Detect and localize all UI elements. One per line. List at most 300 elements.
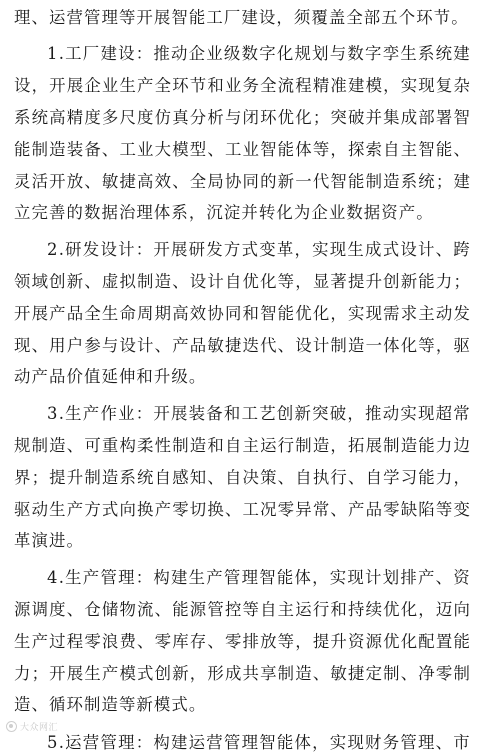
line-glyph: 费: [119, 632, 136, 651]
line-glyph: 、: [154, 336, 172, 355]
line-glyph: 大: [154, 140, 172, 159]
line-glyph: 产: [31, 632, 48, 651]
line-glyph: 理: [118, 733, 135, 752]
line-glyph: 计: [207, 272, 224, 291]
line-glyph: 新: [66, 272, 84, 291]
line-glyph: ；: [453, 272, 470, 291]
text-line: [14, 334, 470, 358]
line-glyph: .: [58, 568, 64, 587]
line-glyph: 优: [383, 632, 400, 651]
line-glyph: 行: [312, 600, 330, 619]
line-glyph: 制: [330, 336, 347, 355]
line-glyph: 和: [242, 304, 259, 323]
line-glyph: 创: [154, 664, 172, 683]
line-glyph: 提: [312, 632, 330, 651]
line-glyph: 创: [276, 404, 294, 423]
line-glyph: 生: [84, 664, 101, 683]
line-glyph: 学: [383, 468, 400, 487]
line-glyph: 等: [277, 272, 295, 291]
line-glyph: 自: [365, 468, 382, 487]
line-glyph: 变: [453, 500, 470, 519]
line-glyph: 行: [277, 436, 295, 455]
line-glyph: 零: [224, 632, 242, 651]
line-glyph: 计: [365, 568, 382, 587]
line-glyph: 建: [171, 733, 188, 752]
line-glyph: 计: [118, 240, 135, 259]
line-glyph: 理: [417, 733, 435, 752]
line-glyph: ，: [435, 336, 453, 355]
line-glyph: 、: [172, 272, 189, 291]
line-glyph: 产: [154, 500, 172, 519]
line-glyph: 字: [365, 44, 382, 63]
line-glyph: 装: [66, 140, 84, 159]
line-glyph: 造: [154, 272, 172, 291]
text-line: [14, 6, 470, 30]
line-glyph: 规: [14, 436, 31, 455]
line-glyph: 产: [49, 304, 66, 323]
line-glyph: 成: [400, 108, 418, 127]
line-glyph: 协: [224, 172, 242, 191]
line-glyph: ：: [135, 240, 153, 259]
line-glyph: ，: [312, 733, 329, 752]
line-glyph: 理: [241, 568, 258, 587]
line-glyph: 度: [137, 108, 154, 127]
text-line: [14, 693, 470, 717]
line-glyph: 模: [119, 664, 136, 683]
line-glyph: 化: [400, 336, 418, 355]
line-glyph: 研: [188, 240, 206, 259]
line-glyph: 程: [66, 632, 84, 651]
line-glyph: 营: [206, 733, 223, 752]
line-glyph: 自: [260, 600, 277, 619]
line-glyph: 、: [277, 468, 295, 487]
line-glyph: 分: [189, 108, 207, 127]
line-glyph: 构: [119, 436, 136, 455]
line-glyph: 提: [347, 272, 365, 291]
line-glyph: 仓: [84, 600, 101, 619]
line-glyph: 产: [347, 500, 365, 519]
line-glyph: 一: [365, 336, 382, 355]
line-glyph: 生: [65, 568, 82, 587]
line-glyph: 净: [418, 664, 435, 683]
line-glyph: 字: [259, 44, 276, 63]
line-glyph: 和: [330, 600, 347, 619]
line-glyph: 一: [295, 172, 312, 191]
line-glyph: 放: [66, 172, 84, 191]
line-glyph: 度: [84, 108, 101, 127]
line-glyph: 计: [417, 240, 435, 259]
line-glyph: 设: [100, 240, 117, 259]
line-glyph: 制: [365, 172, 382, 191]
line-glyph: 推: [365, 404, 382, 423]
line-glyph: 产: [82, 568, 100, 587]
line-glyph: 式: [382, 240, 400, 259]
line-glyph: 、: [330, 500, 347, 519]
line-glyph: 体: [383, 336, 400, 355]
line-glyph: 期: [154, 304, 172, 323]
line-text: 动产品价值延伸和升级。: [14, 367, 207, 386]
line-glyph: 造: [295, 664, 312, 683]
line-glyph: 界: [14, 468, 31, 487]
line-glyph: 控: [224, 600, 242, 619]
line-glyph: 领: [14, 272, 31, 291]
line-glyph: 生: [65, 404, 82, 423]
line-glyph: 破: [347, 108, 365, 127]
line-glyph: 建: [453, 172, 470, 191]
line-glyph: 生: [188, 568, 206, 587]
line-glyph: 孪: [382, 44, 400, 63]
line-glyph: 自: [224, 468, 242, 487]
line-glyph: 零: [154, 632, 172, 651]
line-glyph: ，: [347, 404, 364, 423]
line-glyph: 捷: [347, 664, 365, 683]
line-glyph: 产: [417, 568, 435, 587]
line-glyph: 造: [189, 436, 207, 455]
line-glyph: 柔: [137, 436, 154, 455]
line-glyph: 系: [119, 468, 136, 487]
line-glyph: 缺: [400, 500, 418, 519]
line-glyph: ；: [312, 108, 330, 127]
line-glyph: 设: [189, 272, 207, 291]
line-glyph: 制: [383, 664, 400, 683]
line-glyph: 建: [453, 44, 470, 63]
line-glyph: 储: [101, 600, 119, 619]
line-glyph: 能: [277, 304, 295, 323]
line-glyph: 1: [47, 44, 58, 63]
line-glyph: 代: [312, 172, 330, 191]
text-line: [14, 201, 470, 225]
line-glyph: 、: [207, 468, 224, 487]
line-glyph: 署: [435, 108, 453, 127]
line-glyph: 运: [188, 733, 206, 752]
line-glyph: 动: [171, 44, 188, 63]
line-glyph: 捷: [224, 336, 242, 355]
line-glyph: 、: [453, 140, 470, 159]
line-glyph: 展: [171, 404, 188, 423]
line-glyph: 品: [189, 336, 207, 355]
line-glyph: 度: [49, 600, 66, 619]
line-glyph: 业: [137, 140, 154, 159]
line-glyph: 置: [435, 632, 453, 651]
line-glyph: 换: [137, 500, 154, 519]
line-text: 理、运营管理等开展智能工厂建设，须覆盖全部五个环节。: [14, 8, 469, 27]
line-glyph: 业: [101, 76, 119, 95]
line-glyph: 零: [172, 500, 189, 519]
line-glyph: 能: [276, 568, 294, 587]
line-glyph: 、: [312, 664, 330, 683]
text-line: [14, 630, 470, 654]
line-glyph: 制: [172, 436, 189, 455]
line-glyph: 、: [31, 336, 48, 355]
line-glyph: 生: [49, 500, 66, 519]
line-glyph: 现: [329, 240, 347, 259]
line-glyph: 生: [400, 44, 417, 63]
line-glyph: 真: [172, 108, 189, 127]
line-glyph: ，: [31, 76, 48, 95]
line-glyph: 灵: [14, 172, 31, 191]
line-glyph: 规: [294, 44, 311, 63]
line-glyph: 3: [47, 404, 58, 423]
line-glyph: 拟: [119, 272, 136, 291]
line-glyph: 常: [312, 500, 330, 519]
watermark-text: 大众网汇: [20, 723, 59, 733]
line-glyph: 、: [66, 436, 84, 455]
line-glyph: 资: [347, 632, 365, 651]
line-glyph: 创: [383, 272, 400, 291]
line-glyph: 零: [435, 664, 453, 683]
text-line: [14, 731, 470, 755]
line-glyph: 智: [260, 304, 277, 323]
line-glyph: 自: [383, 140, 400, 159]
line-glyph: 和: [207, 76, 224, 95]
text-line: [14, 138, 470, 162]
line-glyph: 制: [84, 468, 101, 487]
line-glyph: 敏: [101, 172, 119, 191]
line-glyph: 业: [242, 140, 259, 159]
line-glyph: ，: [312, 568, 329, 587]
line-glyph: 共: [242, 664, 259, 683]
line-glyph: 并: [365, 108, 382, 127]
line-glyph: 构: [153, 733, 170, 752]
line-glyph: 敏: [330, 664, 347, 683]
line-glyph: 工: [241, 404, 258, 423]
line-glyph: 备: [84, 140, 101, 159]
line-glyph: 体: [294, 568, 311, 587]
line-glyph: 实: [400, 76, 418, 95]
line-glyph: 行: [330, 468, 347, 487]
line-glyph: 设: [118, 44, 135, 63]
line-glyph: 全: [260, 76, 277, 95]
line-glyph: ，: [295, 272, 312, 291]
line-glyph: 开: [153, 240, 170, 259]
line-glyph: 户: [66, 336, 84, 355]
text-line: [14, 302, 470, 326]
line-glyph: 精: [312, 76, 330, 95]
line-glyph: 、: [172, 172, 189, 191]
line-glyph: 统: [435, 44, 452, 63]
text-line: [14, 270, 470, 294]
line-glyph: 形: [207, 664, 224, 683]
line-glyph: 排: [242, 632, 259, 651]
line-glyph: ；: [31, 468, 48, 487]
line-glyph: 动: [435, 304, 453, 323]
line-glyph: 局: [207, 172, 224, 191]
line-glyph: 业: [224, 76, 242, 95]
line-glyph: 业: [206, 44, 223, 63]
line-glyph: 等: [277, 632, 295, 651]
line-glyph: 实: [347, 304, 365, 323]
line-glyph: 零: [277, 500, 295, 519]
line-glyph: 向: [119, 500, 136, 519]
line-glyph: 能: [453, 632, 470, 651]
line-glyph: 方: [84, 500, 101, 519]
line-glyph: 等: [435, 500, 453, 519]
line-glyph: 数: [241, 44, 258, 63]
line-text: 革演进。: [14, 531, 84, 550]
line-glyph: ，: [295, 632, 312, 651]
line-glyph: 全: [154, 76, 172, 95]
line-glyph: .: [58, 44, 64, 63]
line-glyph: 等: [312, 140, 330, 159]
line-glyph: 务: [242, 76, 259, 95]
line-glyph: 管: [223, 568, 241, 587]
line-glyph: 优: [242, 272, 259, 291]
line-glyph: 系: [14, 108, 31, 127]
line-glyph: 发: [206, 240, 223, 259]
line-glyph: 能: [418, 272, 435, 291]
line-glyph: 实: [329, 568, 347, 587]
line-glyph: 精: [66, 108, 84, 127]
line-glyph: 杂: [453, 76, 470, 95]
line-glyph: 排: [400, 568, 417, 587]
line-glyph: 况: [260, 500, 277, 519]
line-glyph: 企: [188, 44, 206, 63]
line-glyph: 智: [259, 733, 276, 752]
line-glyph: 4: [47, 568, 58, 587]
line-glyph: 提: [49, 468, 66, 487]
line-glyph: ，: [383, 76, 400, 95]
line-glyph: 式: [241, 240, 258, 259]
line-glyph: 财: [365, 733, 382, 752]
line-glyph: 艺: [259, 404, 276, 423]
line-glyph: 迭: [242, 336, 259, 355]
line-glyph: ：: [135, 404, 153, 423]
line-glyph: 发: [82, 240, 100, 259]
line-glyph: 重: [101, 436, 119, 455]
line-glyph: 计: [137, 336, 154, 355]
line-glyph: 新: [277, 172, 295, 191]
line-glyph: 现: [418, 76, 435, 95]
line-glyph: 管: [207, 600, 224, 619]
line-glyph: 力: [435, 272, 453, 291]
line-glyph: 现: [347, 733, 364, 752]
line-glyph: 能: [277, 140, 295, 159]
text-line: [14, 662, 470, 686]
line-glyph: 型: [189, 140, 207, 159]
line-glyph: 造: [49, 436, 66, 455]
line-glyph: 周: [137, 304, 154, 323]
line-glyph: 习: [400, 468, 418, 487]
line-glyph: 主: [242, 436, 259, 455]
line-glyph: 、: [400, 664, 418, 683]
line-glyph: 破: [329, 404, 347, 423]
line-glyph: 切: [189, 500, 207, 519]
line-glyph: 化: [260, 272, 277, 291]
line-glyph: 索: [365, 140, 382, 159]
line-glyph: 持: [347, 600, 365, 619]
line-glyph: .: [58, 404, 64, 423]
line-glyph: 造: [312, 436, 330, 455]
line-glyph: 协: [207, 304, 224, 323]
line-glyph: 能: [435, 140, 453, 159]
line-glyph: 拓: [347, 436, 365, 455]
line-glyph: 企: [84, 76, 101, 95]
line-glyph: 和: [207, 436, 224, 455]
line-glyph: 执: [312, 468, 330, 487]
line-glyph: 同: [224, 304, 242, 323]
line-glyph: 准: [330, 76, 347, 95]
line-glyph: 模: [172, 140, 189, 159]
line-glyph: ，: [453, 468, 470, 487]
line-glyph: 、: [277, 336, 295, 355]
line-glyph: 尺: [119, 108, 136, 127]
line-glyph: 统: [137, 468, 154, 487]
text-line: [14, 42, 470, 66]
line-glyph: 管: [100, 568, 117, 587]
line-glyph: 、: [435, 568, 452, 587]
line-glyph: ，: [330, 304, 347, 323]
line-glyph: 革: [276, 240, 294, 259]
line-glyph: 化: [295, 108, 312, 127]
line-glyph: 品: [66, 304, 84, 323]
line-glyph: 资: [453, 568, 470, 587]
line-glyph: 5: [47, 733, 58, 752]
line-glyph: 、: [435, 240, 452, 259]
line-glyph: 代: [260, 336, 277, 355]
line-glyph: 流: [277, 76, 295, 95]
line-glyph: 活: [31, 172, 48, 191]
camera-icon: [6, 721, 17, 732]
line-glyph: 性: [154, 436, 172, 455]
line-glyph: 发: [453, 304, 470, 323]
line-glyph: 厂: [82, 44, 100, 63]
line-glyph: 运: [295, 600, 312, 619]
line-glyph: 工: [65, 44, 82, 63]
line-glyph: 级: [223, 44, 241, 63]
line-glyph: 流: [137, 600, 154, 619]
line-glyph: 管: [400, 733, 417, 752]
line-glyph: 仿: [154, 108, 172, 127]
line-glyph: 开: [49, 172, 66, 191]
line-glyph: 陷: [418, 500, 435, 519]
line-glyph: 自: [224, 436, 242, 455]
line-glyph: 突: [312, 404, 329, 423]
text-line: [14, 598, 470, 622]
line-glyph: 新: [294, 404, 311, 423]
line-glyph: 开: [14, 304, 31, 323]
line-glyph: 实: [312, 240, 329, 259]
line-glyph: 制: [277, 664, 295, 683]
line-glyph: .: [58, 733, 64, 752]
line-glyph: 探: [347, 140, 365, 159]
line-glyph: 创: [49, 272, 66, 291]
line-glyph: 著: [330, 272, 347, 291]
line-glyph: ；: [31, 664, 48, 683]
line-glyph: 驱: [14, 500, 31, 519]
line-glyph: 造: [383, 172, 400, 191]
line-glyph: 同: [242, 172, 259, 191]
line-glyph: 成: [224, 664, 242, 683]
line-glyph: 享: [260, 664, 277, 683]
line-glyph: 力: [14, 664, 31, 683]
line-glyph: 系: [400, 172, 418, 191]
line-glyph: 需: [383, 304, 400, 323]
line-glyph: 产: [82, 404, 100, 423]
line-glyph: 、: [207, 632, 224, 651]
line-glyph: 制: [137, 272, 154, 291]
line-glyph: 设: [295, 336, 312, 355]
line-glyph: 模: [365, 76, 382, 95]
text-line: [14, 566, 470, 590]
line-glyph: 新: [172, 664, 189, 683]
line-glyph: 管: [100, 733, 117, 752]
line-glyph: 闭: [242, 108, 259, 127]
line-glyph: 策: [260, 468, 277, 487]
line-glyph: 、: [84, 272, 101, 291]
line-glyph: 造: [347, 336, 365, 355]
line-glyph: 品: [365, 500, 382, 519]
line-glyph: 主: [418, 304, 435, 323]
